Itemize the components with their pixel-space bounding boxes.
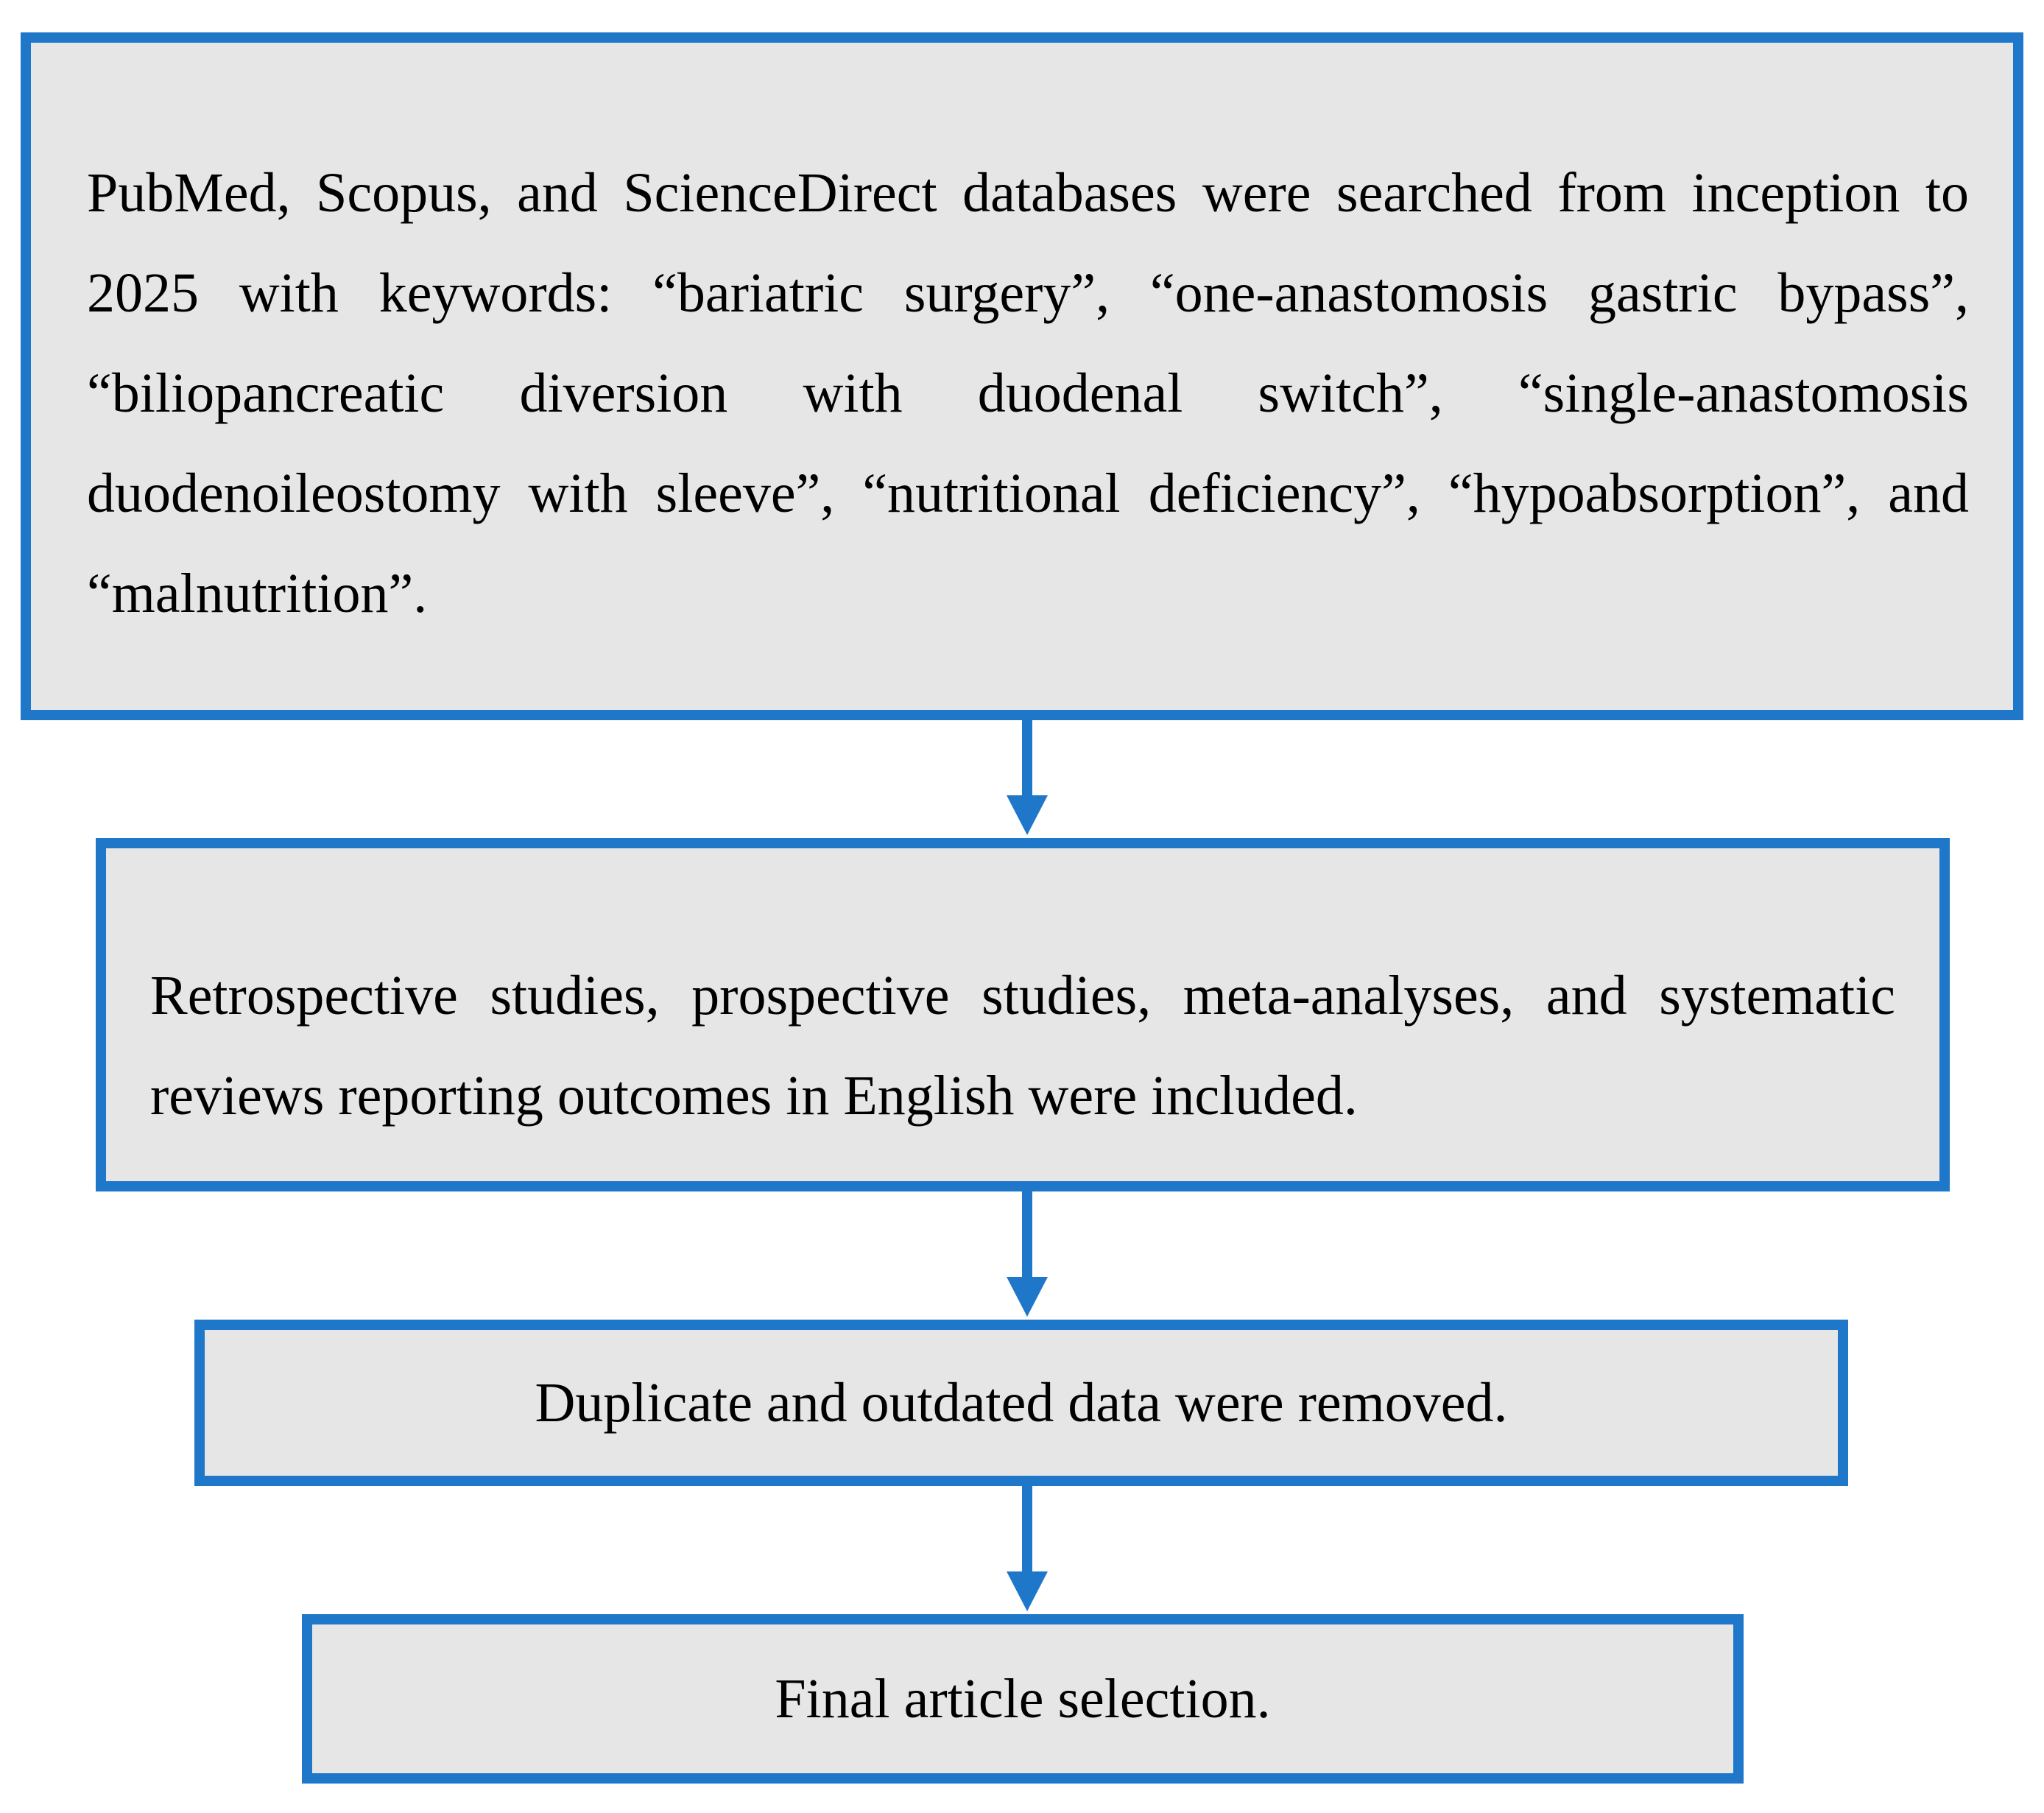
arrow-3	[1007, 1486, 1048, 1611]
step-text-inclusion: Retrospective studies, prospective studies, meta-analyses, and systematic reviews reporting outcomes in English were included.	[150, 965, 1895, 1127]
step-text-deduplication: Duplicate and outdated data were removed.	[535, 1372, 1508, 1434]
arrow-1	[1007, 720, 1048, 835]
step-box-deduplication	[194, 1320, 1848, 1486]
step-box-inclusion	[96, 838, 1950, 1191]
step-box-final-selection	[302, 1614, 1744, 1784]
arrow-2	[1007, 1191, 1048, 1317]
step-text-search: PubMed, Scopus, and ScienceDirect databases were searched from inception to 2025 with keywords: “bariatric surgery”, “one-anastomosis gastric bypass”, “biliopancreatic diversion with duodenal switch”, “single-anastomosis duodenoileostomy with sleeve”, “nutritional deficiency”, “hypoabsorption”, and “malnutrition”.	[87, 162, 1969, 624]
step-text-final-selection: Final article selection.	[775, 1668, 1271, 1730]
